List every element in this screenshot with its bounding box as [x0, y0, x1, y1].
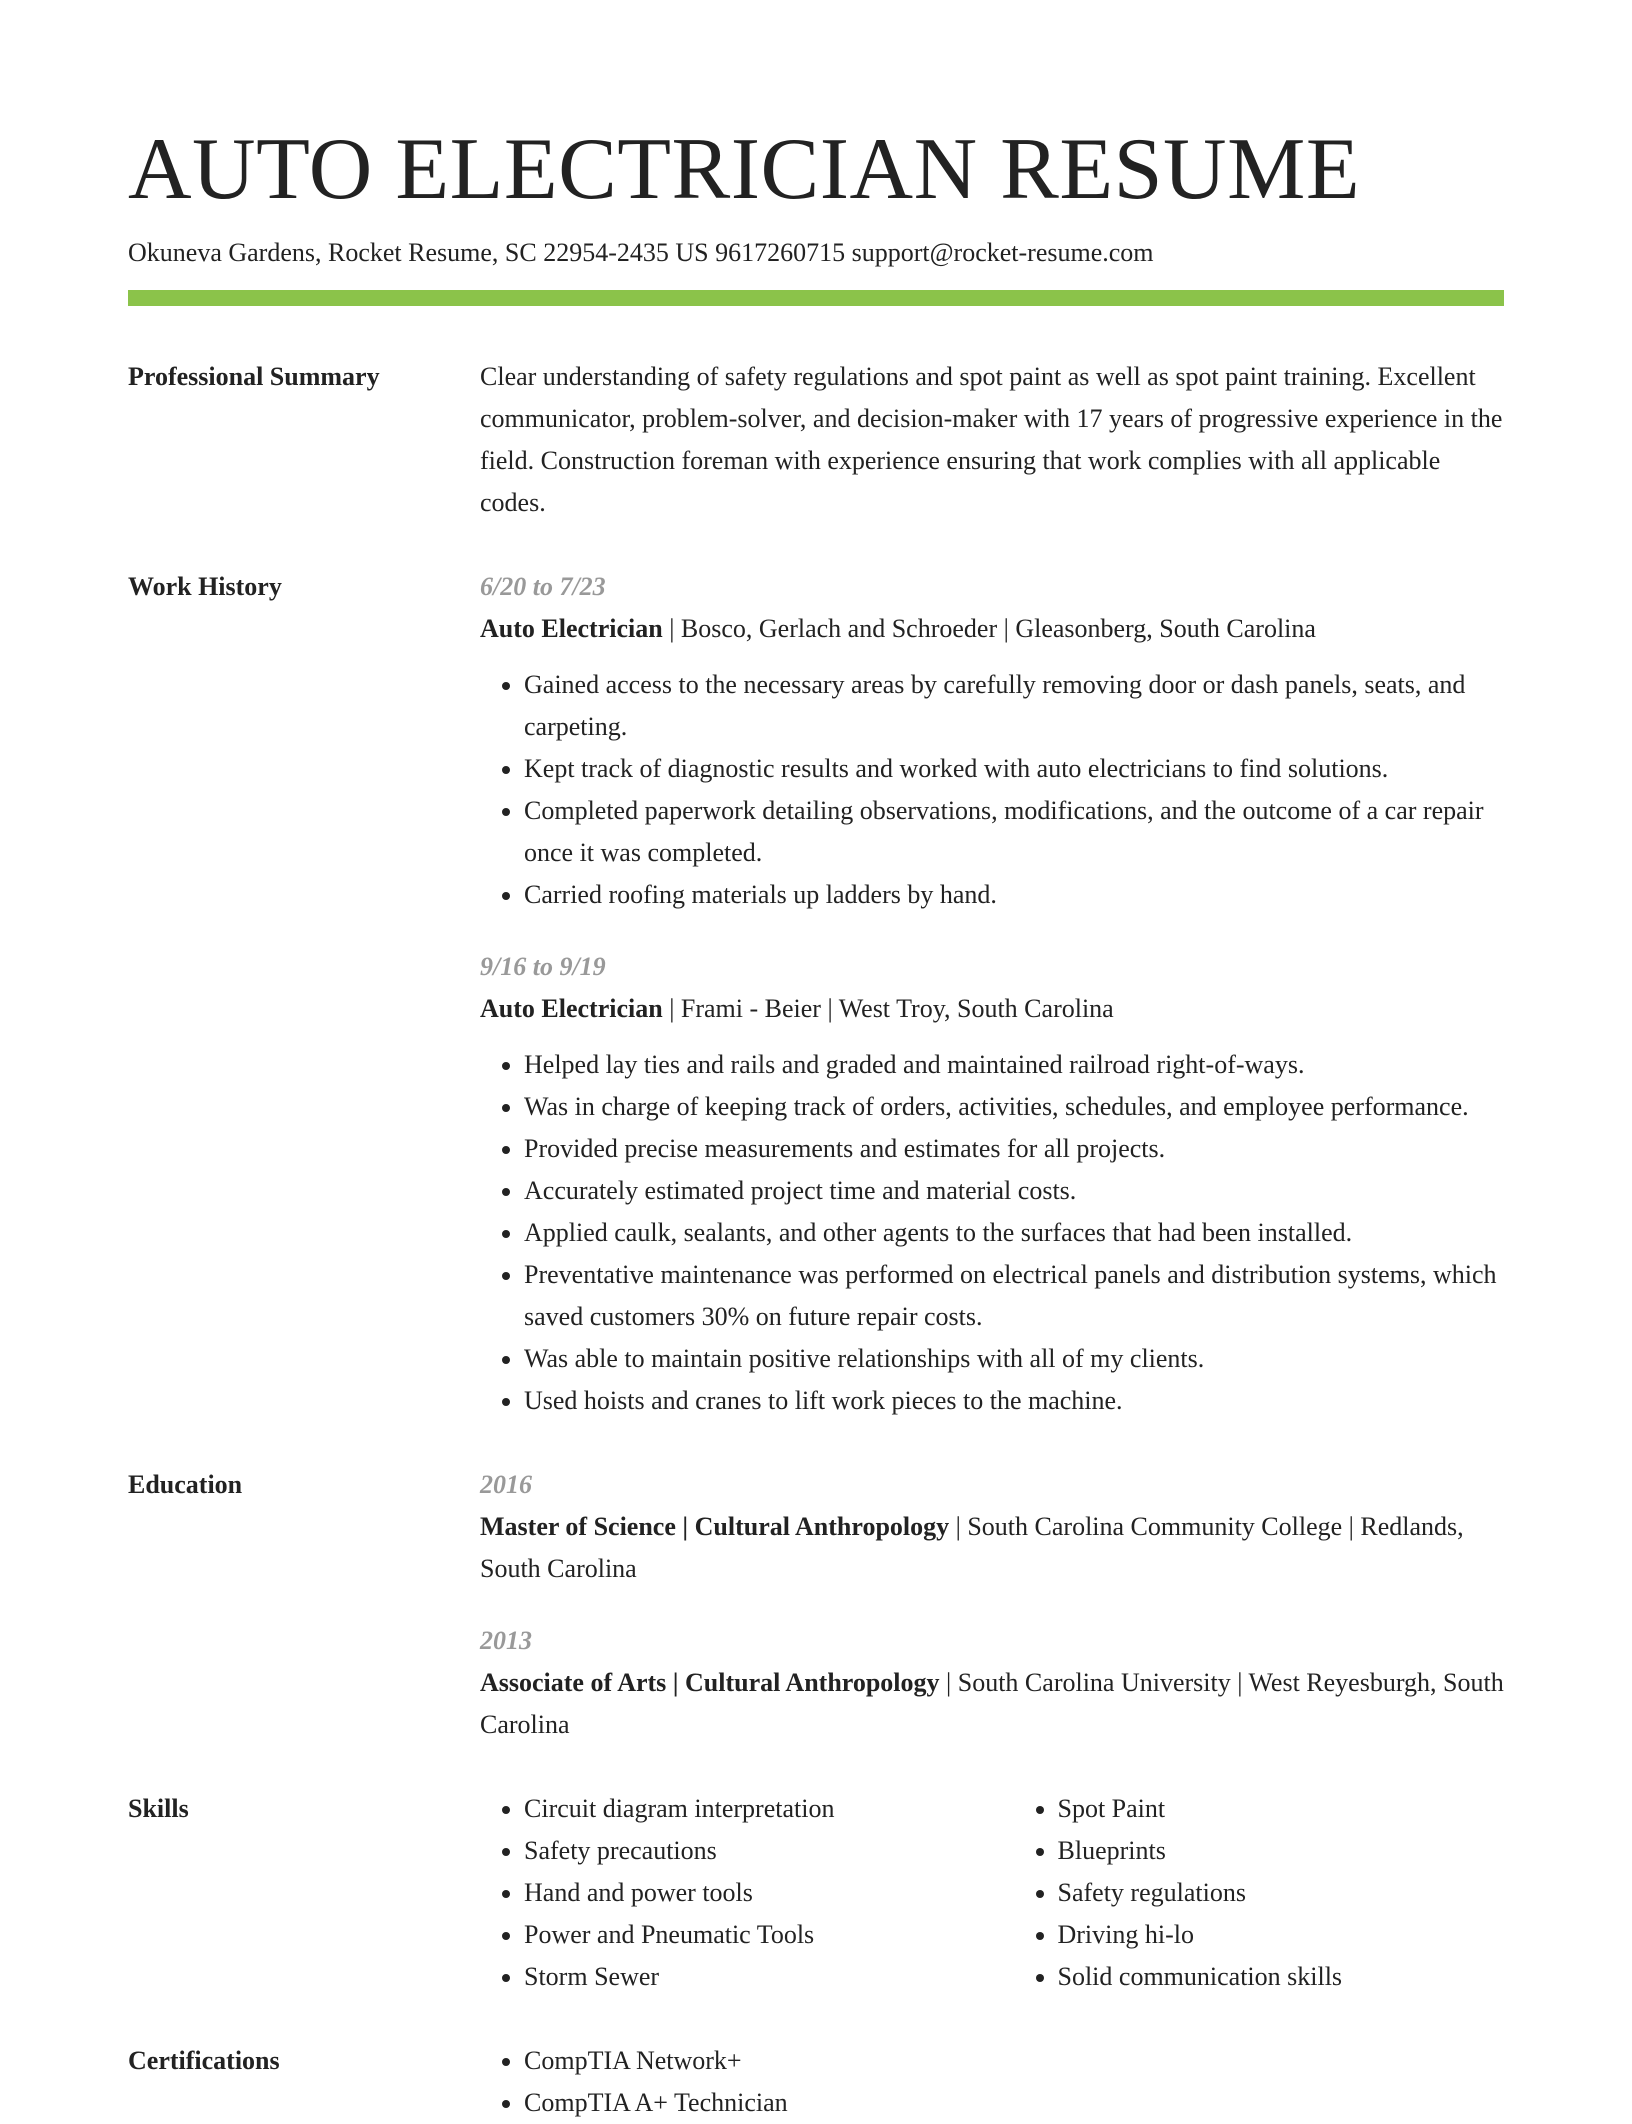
degree-name: Associate of Arts | Cultural Anthropology	[480, 1668, 940, 1697]
job-entry	[480, 946, 1504, 1422]
job-title: Auto Electrician	[480, 994, 663, 1023]
list-item: • Was in charge of keeping track of orders, activities, schedules, and employee performance.	[524, 1086, 1504, 1128]
list-item: • Power and Pneumatic Tools	[524, 1914, 971, 1956]
job-bullets	[480, 1044, 1504, 1422]
list-item: • Hand and power tools	[524, 1872, 971, 1914]
job-title: Auto Electrician	[480, 614, 663, 643]
summary-section	[128, 356, 1504, 524]
job-details: | Bosco, Gerlach and Schroeder | Gleasonberg, South Carolina	[662, 614, 1316, 643]
list-item: • Provided precise measurements and estimates for all projects.	[524, 1128, 1504, 1170]
education-year: 2013	[480, 1626, 532, 1655]
education-line	[480, 1506, 1504, 1590]
summary-text: Clear understanding of safety regulations and spot paint as well as spot paint training. Excellent communicator, problem-solver, and decision-maker with 17 years of progressive experience in the field. Construction foreman with experience ensuring that work complies with all applicable codes.	[480, 362, 1503, 517]
resume-title: AUTO ELECTRICIAN RESUME	[128, 121, 1361, 218]
list-item: • Circuit diagram interpretation	[524, 1788, 971, 1830]
list-item: • Carried roofing materials up ladders by hand.	[524, 874, 1504, 916]
section-heading: Skills	[128, 1794, 189, 1823]
accent-divider	[128, 290, 1504, 306]
education-year: 2016	[480, 1470, 532, 1499]
resume-page	[128, 0, 1504, 2124]
list-item: • Preventative maintenance was performed on electrical panels and distribution systems, which saved customers 30% on future repair costs.	[524, 1254, 1504, 1338]
skills-list-left	[480, 1788, 971, 1998]
job-bullets	[480, 664, 1504, 916]
list-item: • Was able to maintain positive relationships with all of my clients.	[524, 1338, 1504, 1380]
list-item: • Storm Sewer	[524, 1956, 971, 1998]
certifications-list	[480, 2040, 1504, 2124]
skills-columns	[480, 1788, 1504, 1998]
list-item: • Safety precautions	[524, 1830, 971, 1872]
list-item: • CompTIA A+ Technician	[524, 2082, 1504, 2124]
list-item: • CompTIA Network+	[524, 2040, 1504, 2082]
list-item: • Spot Paint	[1058, 1788, 1505, 1830]
job-role-line	[480, 608, 1504, 650]
list-item: • Kept track of diagnostic results and worked with auto electricians to find solutions.	[524, 748, 1504, 790]
education-entry	[480, 1620, 1504, 1746]
job-dates: 9/16 to 9/19	[480, 952, 606, 981]
education-details: | South Carolina University | West Reyesburgh, South Carolina	[480, 1668, 1504, 1739]
section-heading: Certifications	[128, 2046, 280, 2075]
work-history-section	[128, 566, 1504, 1422]
list-item: • Helped lay ties and rails and graded and maintained railroad right-of-ways.	[524, 1044, 1504, 1086]
section-heading: Work History	[128, 572, 282, 601]
list-item: • Accurately estimated project time and material costs.	[524, 1170, 1504, 1212]
list-item: • Applied caulk, sealants, and other agents to the surfaces that had been installed.	[524, 1212, 1504, 1254]
job-details: | Frami - Beier | West Troy, South Carolina	[662, 994, 1114, 1023]
degree-name: Master of Science | Cultural Anthropology	[480, 1512, 950, 1541]
job-role-line	[480, 988, 1504, 1030]
skills-section	[128, 1788, 1504, 1998]
education-section	[128, 1464, 1504, 1746]
list-item: • Used hoists and cranes to lift work pieces to the machine.	[524, 1380, 1504, 1422]
education-details: | South Carolina Community College | Redlands, South Carolina	[480, 1512, 1464, 1583]
education-line	[480, 1662, 1504, 1746]
list-item: • Blueprints	[1058, 1830, 1505, 1872]
list-item: • Completed paperwork detailing observations, modifications, and the outcome of a car repair once it was completed.	[524, 790, 1504, 874]
skills-list-right	[1014, 1788, 1505, 1998]
section-heading: Professional Summary	[128, 362, 380, 391]
list-item: • Solid communication skills	[1058, 1956, 1505, 1998]
job-entry	[480, 566, 1504, 916]
contact-line: Okuneva Gardens, Rocket Resume, SC 22954-2435 US 9617260715 support@rocket-resume.com	[128, 238, 1154, 267]
certifications-section	[128, 2040, 1504, 2124]
list-item: • Gained access to the necessary areas by carefully removing door or dash panels, seats, and carpeting.	[524, 664, 1504, 748]
section-heading: Education	[128, 1470, 243, 1499]
list-item: • Safety regulations	[1058, 1872, 1505, 1914]
list-item: • Driving hi-lo	[1058, 1914, 1505, 1956]
job-dates: 6/20 to 7/23	[480, 572, 606, 601]
education-entry	[480, 1464, 1504, 1590]
